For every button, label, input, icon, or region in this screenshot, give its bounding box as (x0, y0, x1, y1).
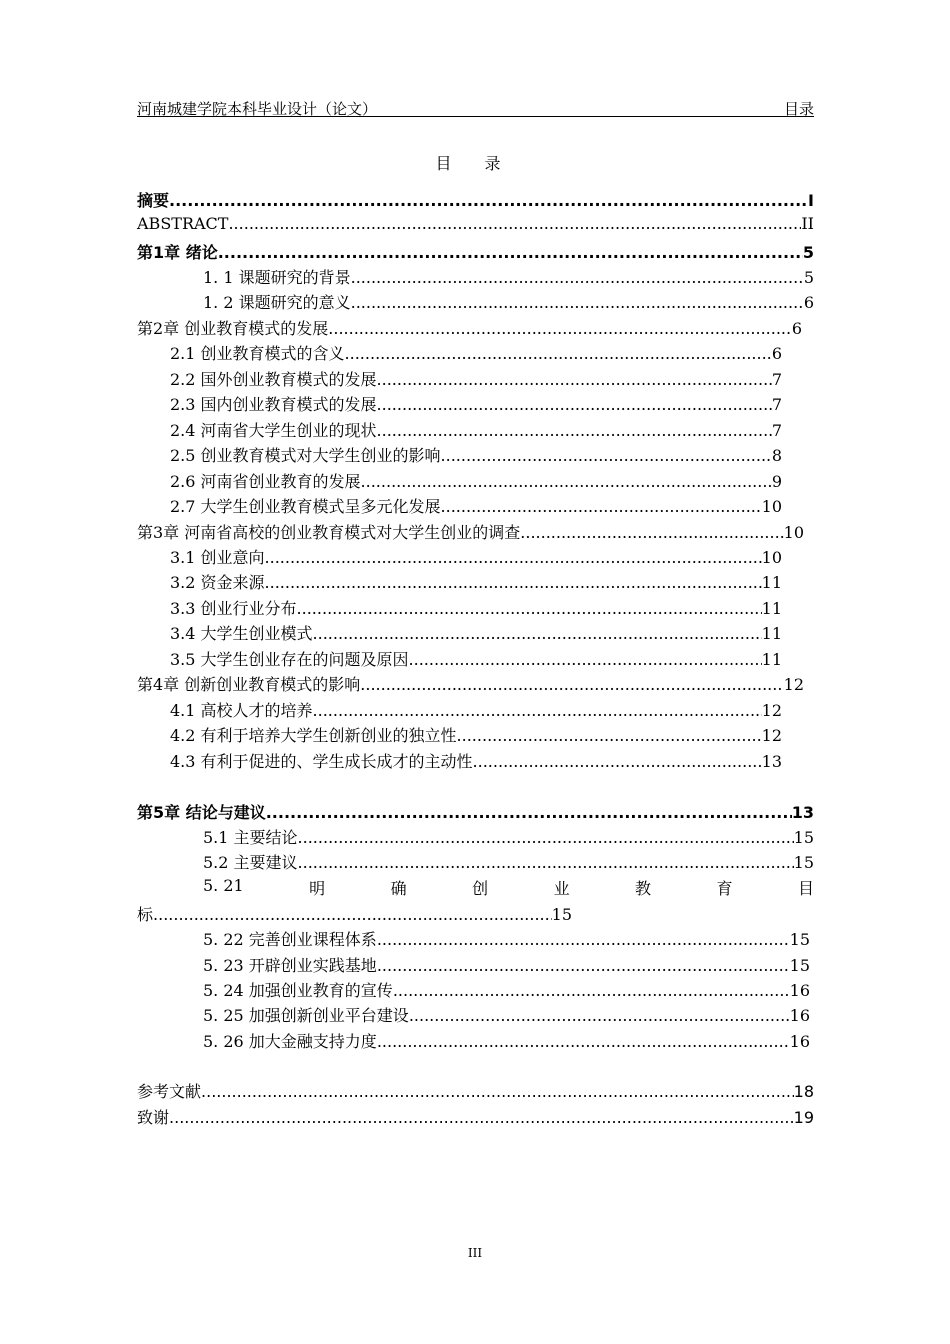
toc-entry-label: 5. 26 加大金融支持力度 (203, 1032, 377, 1051)
toc-entry-page: 6 (791, 319, 802, 338)
toc-entry-label: 3.3 创业行业分布 (170, 599, 297, 618)
toc-leader (361, 472, 772, 491)
toc-leader (377, 370, 772, 389)
toc-entry[interactable] (137, 800, 814, 822)
spread-char: 教 (635, 879, 652, 898)
toc-entry-page: 12 (783, 675, 804, 694)
toc-entry[interactable] (137, 672, 804, 694)
toc-entry-label: 5. 25 加强创新创业平台建设 (203, 1006, 409, 1025)
spread-char: 明 (309, 879, 326, 898)
toc-entry-label: 第1章 绪论 (137, 243, 218, 262)
toc-entry-label: 2.3 国内创业教育模式的发展 (170, 395, 377, 414)
page-header (137, 98, 814, 117)
spread-char: 确 (390, 879, 407, 898)
toc-leader (473, 752, 762, 771)
toc-entry[interactable] (170, 392, 782, 414)
toc-entry[interactable] (170, 647, 782, 669)
toc-entry[interactable] (170, 443, 782, 465)
toc-leader (313, 624, 762, 643)
toc-entry-label: 2.5 创业教育模式对大学生创业的影响 (170, 446, 441, 465)
toc-entry[interactable] (203, 978, 810, 1000)
toc-entry-page: 10 (783, 523, 804, 542)
toc-entry-page: 10 (761, 497, 782, 516)
toc-leader (169, 191, 808, 210)
toc-entry-label: 2.4 河南省大学生创业的现状 (170, 421, 377, 440)
toc-entry[interactable] (137, 1079, 814, 1101)
toc-entry-label: 参考文献 (137, 1082, 202, 1101)
toc-entry-label: 5.2 主要建议 (203, 853, 298, 872)
toc-entry-page: 8 (771, 446, 782, 465)
toc-leader (328, 319, 792, 338)
toc-entry-page: 15 (793, 853, 814, 872)
toc-entry-label: 5. 22 完善创业课程体系 (203, 930, 377, 949)
toc-entry[interactable] (137, 240, 814, 262)
toc-entry[interactable] (203, 1003, 810, 1025)
toc-entry-label: 3.5 大学生创业存在的问题及原因 (170, 650, 409, 669)
toc-entry-page: 12 (761, 726, 782, 745)
toc-entry[interactable] (170, 621, 782, 643)
toc-leader (298, 853, 794, 872)
toc-entry[interactable] (170, 494, 782, 516)
toc-leader (351, 293, 804, 312)
spread-char: 目 (797, 879, 814, 898)
toc-entry-page: 15 (789, 930, 810, 949)
toc-leader (266, 803, 792, 822)
toc-leader (377, 956, 790, 975)
toc-entry-label: 4.2 有利于培养大学生创新创业的独立性 (170, 726, 457, 745)
toc-entry[interactable] (170, 698, 782, 720)
toc-leader (393, 981, 790, 1000)
toc-entry-label: 第2章 创业教育模式的发展 (137, 319, 329, 338)
toc-leader (409, 650, 762, 669)
header-right: 目录 (783, 100, 814, 118)
toc-entry-page: 6 (803, 293, 814, 312)
toc-leader (457, 726, 762, 745)
toc-entry-page: 5 (803, 268, 814, 287)
toc-entry-number: 5. 21 (203, 876, 244, 895)
toc-entry-label: 2.6 河南省创业教育的发展 (170, 472, 361, 491)
toc-entry[interactable] (170, 469, 782, 491)
toc-leader (377, 1032, 790, 1051)
toc-entry[interactable] (137, 188, 814, 210)
toc-entry-page: 18 (793, 1082, 814, 1101)
toc-entry[interactable] (137, 520, 804, 542)
toc-entry-label: 5.1 主要结论 (203, 828, 298, 847)
toc-leader (377, 930, 790, 949)
toc-entry-page: 7 (771, 395, 782, 414)
toc-entry[interactable] (203, 265, 814, 287)
toc-entry-page: 11 (761, 599, 782, 618)
toc-entry[interactable] (170, 341, 782, 363)
toc-entry-page: 16 (789, 1032, 810, 1051)
toc-entry-label: 摘要 (137, 191, 170, 210)
toc-entry-page: 15 (789, 956, 810, 975)
toc-entry-label: 5. 24 加强创业教育的宣传 (203, 981, 393, 1000)
toc-entry-label: 标 (137, 905, 154, 924)
toc-entry-label: 2.2 国外创业教育模式的发展 (170, 370, 377, 389)
toc-entry-page: 5 (802, 243, 814, 262)
toc-entry-page: 7 (771, 421, 782, 440)
toc-entry[interactable] (137, 316, 802, 338)
toc-entry[interactable] (203, 953, 810, 975)
toc-entry-page: 11 (761, 650, 782, 669)
header-left: 河南城建学院本科毕业设计（论文） (137, 100, 378, 118)
toc-leader (377, 421, 772, 440)
toc-entry-label: 4.1 高校人才的培养 (170, 701, 313, 720)
toc-entry[interactable] (170, 418, 782, 440)
toc-entry-page: 16 (789, 1006, 810, 1025)
toc-leader (228, 214, 801, 233)
toc-leader (409, 1006, 790, 1025)
toc-entry-page: II (801, 214, 814, 233)
toc-entry[interactable] (137, 902, 572, 924)
toc-entry[interactable] (203, 825, 814, 847)
toc-leader (441, 497, 762, 516)
toc-entry-page: 6 (771, 344, 782, 363)
toc-entry-label: ABSTRACT (137, 214, 229, 233)
toc-entry-label: 1. 1 课题研究的背景 (203, 268, 351, 287)
toc-entry[interactable] (170, 545, 782, 567)
toc-entry-label: 第5章 结论与建议 (137, 803, 266, 822)
toc-entry[interactable] (137, 1105, 814, 1127)
page-number: III (467, 1246, 483, 1260)
toc-entry-label: 5. 23 开辟创业实践基地 (203, 956, 377, 975)
toc-leader (265, 573, 762, 592)
toc-entry-page: 10 (761, 548, 782, 567)
spread-char: 业 (553, 879, 570, 898)
toc-entry-page: 13 (761, 752, 782, 771)
toc-entry[interactable] (170, 723, 782, 745)
toc-leader (265, 548, 762, 567)
toc-entry-page: 13 (791, 803, 814, 822)
toc-entry[interactable] (203, 850, 814, 872)
toc-entry-label: 致谢 (137, 1108, 170, 1127)
toc-entry-page: 15 (793, 828, 814, 847)
toc-entry[interactable] (170, 367, 782, 389)
toc-entry-page: 19 (793, 1108, 814, 1127)
toc-leader (520, 523, 783, 542)
toc-entry[interactable] (203, 1029, 810, 1051)
toc-entry[interactable] (170, 570, 782, 592)
toc-entry-page: 12 (761, 701, 782, 720)
toc-leader (377, 395, 772, 414)
toc-entry-label: 2.7 大学生创业教育模式呈多元化发展 (170, 497, 441, 516)
toc-entry-label: 3.4 大学生创业模式 (170, 624, 313, 643)
toc-entry-page: 7 (771, 370, 782, 389)
toc-leader (297, 599, 762, 618)
toc-entry[interactable] (203, 290, 814, 312)
toc-leader (441, 446, 772, 465)
toc-leader (218, 243, 803, 262)
toc-entry-page: 15 (551, 905, 572, 924)
toc-leader (360, 675, 783, 694)
toc-entry-label: 3.1 创业意向 (170, 548, 265, 567)
toc-entry-label: 2.1 创业教育模式的含义 (170, 344, 345, 363)
toc-title: 目 录 (435, 154, 515, 173)
toc-entry-label: 第3章 河南省高校的创业教育模式对大学生创业的调查 (137, 523, 521, 542)
spread-char: 育 (716, 879, 733, 898)
toc-leader (351, 268, 804, 287)
toc-entry-page: 9 (771, 472, 782, 491)
toc-leader (313, 701, 762, 720)
toc-leader (169, 1108, 794, 1127)
toc-entry-page: I (808, 191, 814, 210)
toc-leader (201, 1082, 794, 1101)
toc-entry-label: 第4章 创新创业教育模式的影响 (137, 675, 361, 694)
toc-entry-page: 16 (789, 981, 810, 1000)
toc-entry-label: 3.2 资金来源 (170, 573, 265, 592)
toc-entry-label: 1. 2 课题研究的意义 (203, 293, 351, 312)
toc-leader (345, 344, 772, 363)
spread-char: 创 (472, 879, 489, 898)
toc-entry[interactable] (170, 596, 782, 618)
toc-leader (153, 905, 552, 924)
toc-entry[interactable] (137, 214, 814, 236)
toc-entry-label: 4.3 有利于促进的、学生成长成才的主动性 (170, 752, 473, 771)
toc-entry[interactable] (170, 749, 782, 771)
toc-entry-page: 11 (761, 573, 782, 592)
toc-entry-justified[interactable] (203, 876, 814, 899)
toc-entry[interactable] (203, 927, 810, 949)
toc-entry-page: 11 (761, 624, 782, 643)
toc-leader (298, 828, 794, 847)
